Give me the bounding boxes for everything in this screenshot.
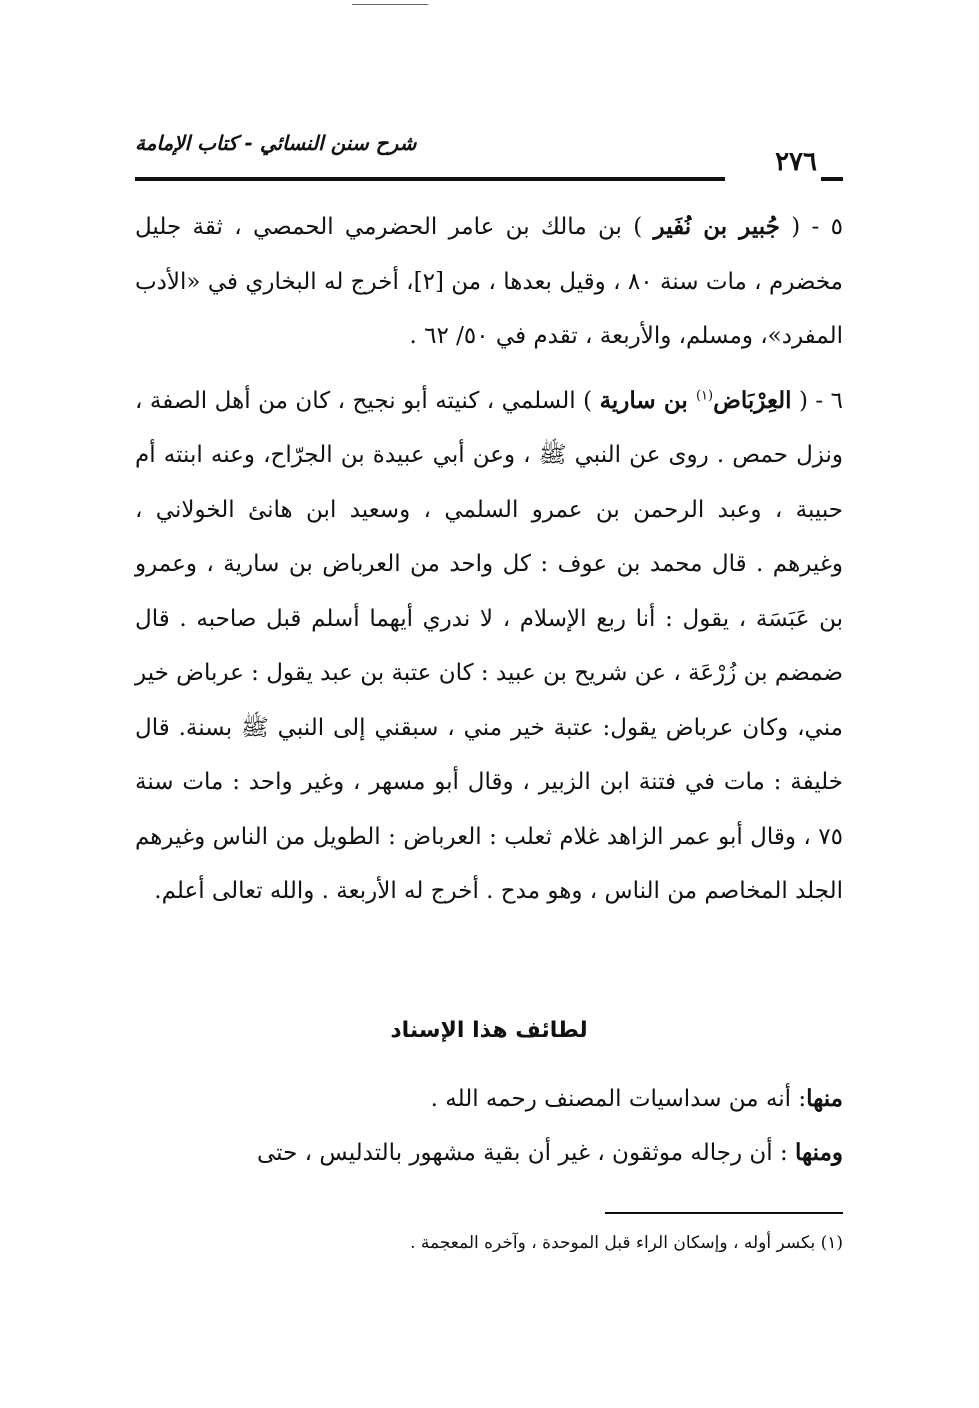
footnote-ref: (١): [695, 387, 714, 403]
chain-points: [135, 1072, 843, 1180]
page-header: [135, 125, 843, 195]
narrator-entries: [135, 200, 843, 919]
entry-number: ٥ - (: [791, 214, 843, 240]
entry-text: السلمي ، كنيته أبو نجيح ، كان من أهل الصفة ، ونزل حمص . روى عن النبي ﷺ ، وعن أبي عبيدة بن الجرّاح، وعنه ابنته أم حبيبة ، وعبد الرحمن بن عمرو السلمي ، وسعيد ابن هانئ الخولاني ، وغيرهم . قال محمد بن عوف : كل واحد من العرباض بن سارية ، وعمرو بن عَبَسَة ، يقول : أنا ربع الإسلام ، لا ندري أيهما أسلم قبل صاحبه . قال ضمضم بن زُرْعَة ، عن شريح بن عبيد : كان عتبة بن عبد يقول : عرباض خير مني، وكان عرباض يقول: عتبة خير مني ، سبقني إلى النبي ﷺ بسنة. قال خليفة : مات في فتنة ابن الزبير ، وقال أبو مسهر ، وغير واحد : مات سنة ٧٥ ، وقال أبو عمر الزاهد غلام ثعلب : العرباض : الطويل من الناس وغيرهم الجلد المخاصم من الناس ، وهو مدح . أخرج له الأربعة . والله تعالى أعلم.: [135, 387, 843, 904]
point-item: [135, 1126, 843, 1180]
point-lead: منها: [806, 1085, 843, 1112]
book-title: شرح سنن النسائي - كتاب الإمامة: [135, 131, 417, 155]
point-lead: ومنها: [795, 1139, 843, 1166]
point-text: : أنه من سداسيات المصنف رحمه الله .: [430, 1086, 807, 1112]
entry-bracket-close: ): [583, 387, 593, 414]
entry-number: ٦ - (: [798, 387, 843, 414]
footnote-rule: [605, 1212, 843, 1214]
top-rule: [352, 4, 428, 5]
header-rule-short: [821, 177, 843, 181]
narrator-entry: [135, 200, 843, 364]
point-item: [135, 1072, 843, 1126]
section-heading: لطائف هذا الإسناد: [390, 1018, 588, 1043]
narrator-name: العِرْبَاض: [713, 386, 792, 414]
point-text: : أن رجاله موثقون ، غير أن بقية مشهور بالتدليس ، حتى: [257, 1140, 796, 1166]
narrator-name: جُبير بن نُفَير: [653, 213, 780, 240]
page-number: ٢٧٦: [775, 147, 817, 177]
entry-bracket-close: ): [633, 214, 643, 240]
header-rule: [135, 177, 725, 181]
narrator-entry: [135, 374, 843, 919]
entry-text: بن مالك بن عامر الحضرمي الحمصي ، ثقة جليل مخضرم ، مات سنة ٨٠ ، وقيل بعدها ، من [٢]، أخرج له البخاري في «الأدب المفرد»، ومسلم، والأربعة ، تقدم في ٥٠/ ٦٢ .: [135, 214, 844, 349]
narrator-name-cont: بن سارية: [599, 386, 696, 414]
footnote: (١) بكسر أوله ، وإسكان الراء قبل الموحدة ، وآخره المعجمة .: [410, 1233, 843, 1253]
